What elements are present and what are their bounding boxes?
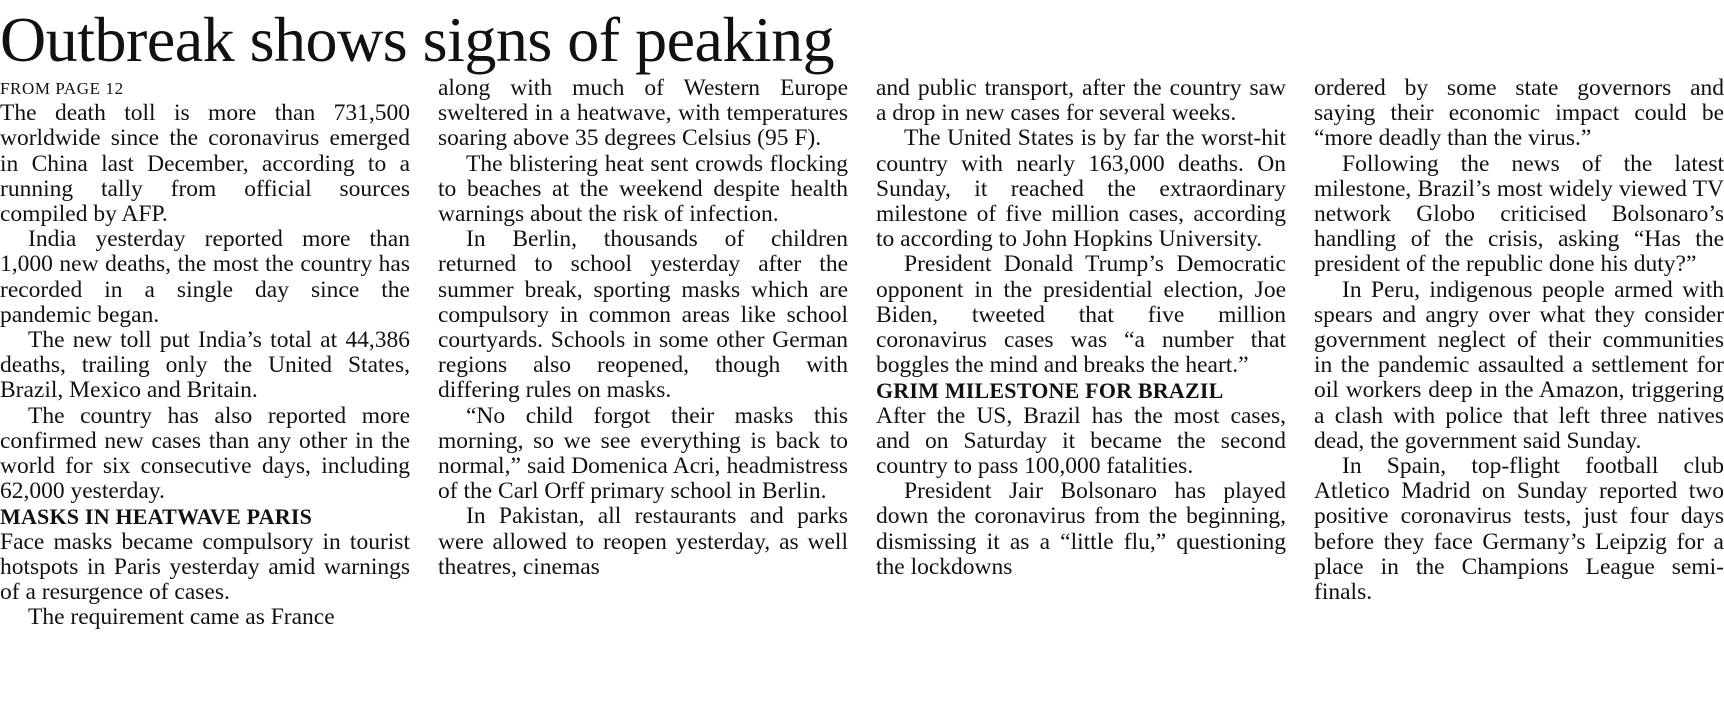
article-paragraph: The blistering heat sent crowds flocking to beaches at the weekend despite health warnings about the risk of infection. <box>438 150 848 228</box>
article-body <box>0 76 1724 725</box>
article-paragraph: The country has also reported more confirmed new cases than any other in the world for six consecutive days, including 62,000 yesterday. <box>0 402 410 505</box>
article-paragraph: “No child forgot their masks this morning, so we see everything is back to normal,” said Domenica Acri, headmistress of the Carl Orff primary school in Berlin. <box>438 402 848 505</box>
article-paragraph: India yesterday reported more than 1,000 new deaths, the most the country has recorded in a single day since the pandemic began. <box>0 226 410 328</box>
article-paragraph: President Jair Bolsonaro has played down the coronavirus from the beginning, dismissing it as a “little flu,” questioning the lockdowns <box>876 478 1286 580</box>
article-paragraph: Face masks became compulsory in tourist hotspots in Paris yesterday amid warnings of a resurgence of cases. <box>0 528 410 606</box>
article-column-1 <box>0 76 410 630</box>
page-reference-kicker: FROM PAGE 12 <box>0 79 124 98</box>
article-paragraph: In Pakistan, all restaurants and parks were allowed to reopen yesterday, as well theatres, cinemas <box>438 503 848 580</box>
article-paragraph: The United States is by far the worst-hit country with nearly 163,000 deaths. On Sunday, it reached the extraordinary milestone of five million cases, according to according to John Hopkins University. <box>876 125 1286 253</box>
section-subheading: MASKS IN HEATWAVE PARIS <box>0 504 313 530</box>
article-paragraph: The new toll put India’s total at 44,386 deaths, trailing only the United States, Brazil, Mexico and Britain. <box>0 327 410 404</box>
section-subheading: GRIM MILESTONE FOR BRAZIL <box>876 378 1224 404</box>
article-paragraph: In Peru, indigenous people armed with spears and angry over what they consider government neglect of their communities in the pandemic assaulted a settlement for oil workers deep in the Amazon, triggering a clash with police that left three natives dead, the government said Sunday. <box>1314 276 1724 454</box>
article-paragraph: In Spain, top-flight football club Atletico Madrid on Sunday reported two positive coronavirus tests, just four days before they face Germany’s Leipzig for a place in the Champions League semi-finals. <box>1314 453 1724 606</box>
article-paragraph: along with much of Western Europe sweltered in a heatwave, with temperatures soaring above 35 degrees Celsius (95 F). <box>438 76 848 152</box>
article-headline: Outbreak shows signs of peaking <box>0 4 835 75</box>
article-paragraph: and public transport, after the country saw a drop in new cases for several weeks. <box>876 76 1286 127</box>
article-column-4 <box>1314 76 1724 605</box>
article-column-2 <box>438 76 848 580</box>
article-paragraph: President Donald Trump’s Democratic opponent in the presidential election, Joe Biden, tweeted that five million coronavirus cases was “a number that boggles the mind and breaks the heart.” <box>876 251 1286 379</box>
article-paragraph: The death toll is more than 731,500 worldwide since the coronavirus emerged in China last December, according to a running tally from official sources compiled by AFP. <box>0 100 410 228</box>
article-paragraph: In Berlin, thousands of children returned to school yesterday after the summer break, sporting masks which are compulsory in common areas like school courtyards. Schools in some other German regions also reopened, though with differing rules on masks. <box>438 226 848 404</box>
article-paragraph: Following the news of the latest milestone, Brazil’s most widely viewed TV network Globo criticised Bolsonaro’s handling of the crisis, asking “Has the president of the republic done his duty?” <box>1314 150 1724 278</box>
article-paragraph: ordered by some state governors and saying their economic impact could be “more deadly than the virus.” <box>1314 76 1724 152</box>
article-paragraph: The requirement came as France <box>28 604 335 631</box>
article-paragraph: After the US, Brazil has the most cases, and on Saturday it became the second country to pass 100,000 fatalities. <box>876 402 1286 480</box>
article-column-3 <box>876 76 1286 580</box>
